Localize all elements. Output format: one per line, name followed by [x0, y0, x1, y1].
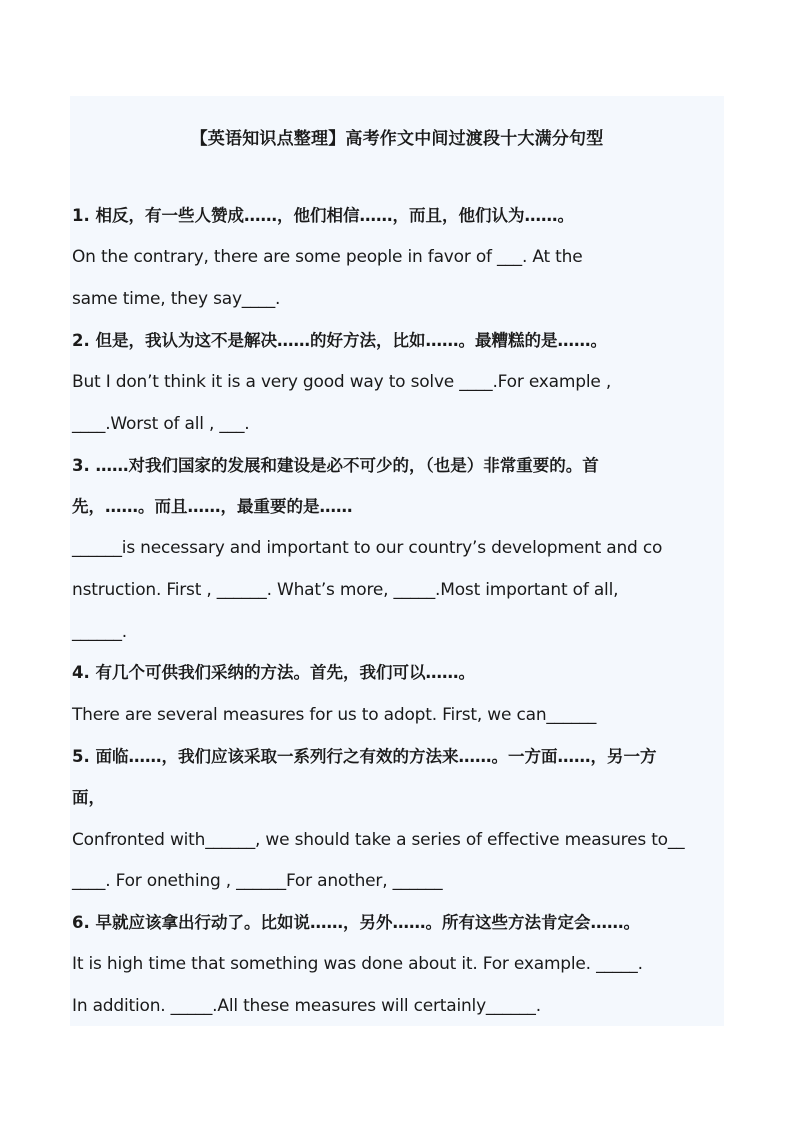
item-5-english-line-2: ____. For onething , ______For another, ______ [72, 871, 443, 891]
item-1-english-line-1: On the contrary, there are some people in favor of ___. At the [72, 247, 583, 267]
item-2-english-line-1: But I don’t think it is a very good way to solve ____.For example , [72, 372, 612, 392]
item-5-chinese-line-1: 5. 面临……，我们应该采取一系列行之有效的方法来……。一方面……，另一方 [72, 747, 657, 766]
document-title: 【英语知识点整理】高考作文中间过渡段十大满分句型 [190, 129, 604, 149]
item-4-chinese: 4. 有几个可供我们采纳的方法。首先，我们可以……。 [72, 663, 475, 682]
item-3-english-line-1: ______is necessary and important to our country’s development and co [72, 538, 663, 558]
item-2-chinese: 2. 但是，我认为这不是解决……的好方法，比如……。最糟糕的是……。 [72, 331, 607, 350]
item-1-english-line-2: same time, they say____. [72, 289, 281, 309]
item-5-chinese-line-2: 面， [72, 788, 105, 807]
item-4-english: There are several measures for us to adopt. First, we can______ [72, 705, 597, 725]
item-3-english-line-3: ______. [72, 622, 128, 642]
item-6-english-line-2: In addition. _____.All these measures will certainly______. [72, 996, 541, 1016]
item-6-english-line-1: It is high time that something was done about it. For example. _____. [72, 954, 643, 974]
item-1-chinese: 1. 相反，有一些人赞成……，他们相信……，而且，他们认为……。 [72, 206, 574, 225]
item-5-english-line-1: Confronted with______, we should take a series of effective measures to__ [72, 830, 685, 850]
item-3-chinese-line-1: 3. ……对我们国家的发展和建设是必不可少的，（也是）非常重要的。首 [72, 456, 599, 475]
item-3-chinese-line-2: 先，……。而且……，最重要的是…… [72, 497, 353, 516]
item-6-chinese: 6. 早就应该拿出行动了。比如说……，另外……。所有这些方法肯定会……。 [72, 913, 640, 932]
item-3-english-line-2: nstruction. First , ______. What’s more, _____.Most important of all, [72, 580, 619, 600]
item-2-english-line-2: ____.Worst of all , ___. [72, 414, 250, 434]
